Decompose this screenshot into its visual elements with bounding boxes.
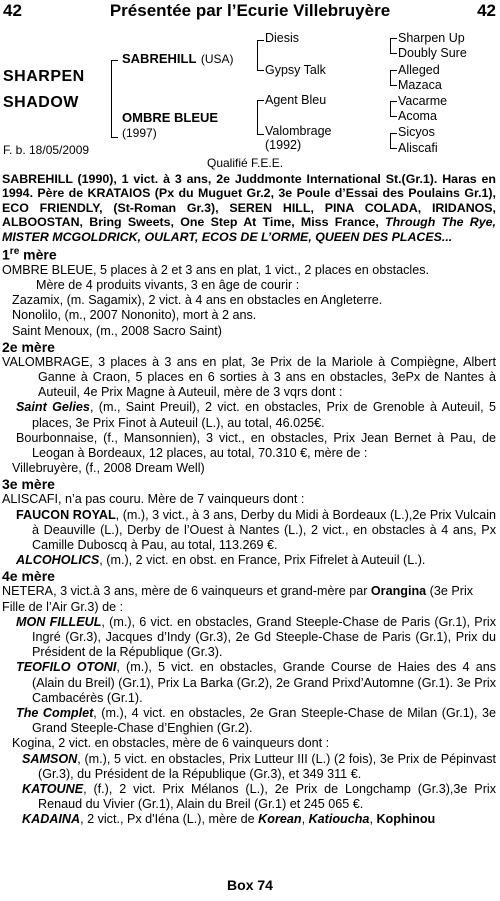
pedigree-bracket-1 (111, 60, 118, 138)
great-grandsire-6: Acoma (398, 109, 437, 123)
great-grandsire-5: Vacarme (398, 94, 448, 108)
fourth-dam-text-1a: NETERA, 3 vict.à 3 ans, mère de 6 vainqueurs et grand-mère par (2, 584, 371, 599)
fourth-dam-name-1: Orangina (370, 584, 427, 599)
fourth-dam-offspring-korean: Korean (258, 812, 302, 827)
third-dam-rest-3: , (m.), 2 vict. en obst. en France, Prix Fifrelet à Auteuil (L.). (99, 553, 426, 568)
pedigree-bracket-2b (257, 100, 264, 135)
grandsire-1: Diesis (265, 31, 300, 45)
section-first-dam-num: 1 (2, 246, 10, 263)
first-dam-line-5: Saint Menoux, (m., 2008 Sacro Saint) (12, 323, 222, 338)
first-dam-line-4: Nonolilo, (m., 2007 Nononito), mort à 2 ans. (12, 308, 257, 323)
section-first-dam-word: mère (19, 246, 57, 263)
page-title: Présentée par l’Ecurie Villebruyère (109, 1, 391, 20)
third-dam-rest-2: , (m.), 3 vict., à 3 ans, Derby du Midi à Bordeaux (L.),2e Prix Vulcain à Deauville (L.), Derby de l’Ouest à Nantes (L.), 2 vict., en obstacles à 4 ans, Px Camille Duboscq à Pau, au total, 113.269 €. (32, 507, 496, 552)
dam-year: (1997) (122, 126, 157, 140)
fourth-dam-line-6 (2, 752, 496, 782)
pedigree-bracket-3c (390, 101, 397, 117)
great-grandsire-3: Alleged (398, 63, 440, 77)
great-grandsire-2: Doubly Sure (398, 46, 467, 60)
fourth-dam-sep-1: , (301, 812, 309, 827)
lot-number-right: 42 (477, 1, 496, 20)
great-grandsire-1: Sharpen Up (398, 31, 465, 45)
second-dam-rest-2: , (m., Saint Preuil), 2 vict. en obstacles, Prix de Grenoble à Auteuil, 5 places, 3e Prix Finot à Auteuil (L.), au total, 46.025€. (32, 400, 496, 430)
sire-country: (USA) (200, 52, 234, 66)
fourth-dam-line-7 (2, 782, 496, 812)
fourth-dam-text-1b: (3e Prix Fille de l’Air Gr.3) de : (2, 584, 474, 614)
fourth-dam-sep-2: , (369, 812, 377, 827)
fourth-dam-name-4: The Complet (16, 705, 94, 720)
horse-name-line1: SHARPEN (3, 68, 85, 85)
first-dam-line-3: Zazamix, (m. Sagamix), 2 vict. à 4 ans en obstacles en Angleterre. (12, 293, 383, 308)
grandsire-4-year: (1992) (265, 138, 302, 152)
fourth-dam-name-7: KATOUNE (22, 781, 84, 796)
fourth-dam-name-3: TEOFILO OTONI (16, 660, 117, 675)
fourth-dam-rest-4: , (m.), 4 vict. en obstacles, 2e Gran Steeple-Chase de Milan (Gr.1), 3e Grand Steeple-Chase d’Enghien (Gr.2). (32, 705, 497, 736)
sire-description-italic: Through The Rye, MISTER MCGOLDRICK, OULART, ECOS DE L’ORME, QUEEN DES PLACES... (2, 215, 496, 244)
second-dam-line-3: Bourbonnaise, (f., Mansonnien), 3 vict., en obstacles, Prix Jean Bernet à Pau, de Leogan à Bordeaux, 12 places, au total, 70.310 €, mère de : (16, 430, 496, 460)
dam-name: OMBRE BLEUE (122, 110, 219, 125)
sire-description-text: SABREHILL (1990), 1 vict. à 3 ans, 2e Juddmonte International St.(Gr.1). Haras en 1994. Père de KRATAIOS (Px du Muguet Gr.2, 3e Poule d’Essai des Poulains Gr.1), ECO FRIENDLY, (St-Roman Gr.3), SEREN HILL, PINA COLADA, IRIDANOS, ALBOOSTAN, Bring Sweets, One Step At Time, Miss France, (2, 172, 496, 230)
birth-info: F. b. 18/05/2009 (3, 143, 90, 157)
horse-name-line2: SHADOW (3, 94, 79, 111)
third-dam-line-2 (2, 508, 496, 554)
pedigree-notes (2, 172, 496, 828)
section-third-dam: 3e mère (2, 476, 55, 493)
section-fourth-dam: 4e mère (2, 568, 55, 585)
fourth-dam-name-2: MON FILLEUL (16, 614, 102, 629)
fourth-dam-rest-3: , (m.), 5 vict. en obstacles, Grande Course de Haies des 4 ans (Alain du Breil) (Gr.1), Prix La Barka (Gr.2), 2e Grand Prixd’Automne (Gr.1). 3e Prix Cambacérès (Gr.1). (32, 660, 497, 705)
box-number: Box 74 (227, 877, 273, 893)
sire-description (2, 172, 496, 244)
second-dam-line-2 (2, 400, 496, 430)
great-grandsire-4: Mazaca (398, 78, 442, 92)
sire-block (122, 50, 234, 68)
grandsire-3: Agent Bleu (265, 93, 327, 107)
first-dam-line-1: OMBRE BLEUE, 5 places à 2 et 3 ans en plat, 1 vict., 2 places en obstacles. (2, 262, 430, 277)
grandsire-4: Valombrage (265, 124, 332, 138)
section-second-dam: 2e mère (2, 338, 55, 355)
fourth-dam-offspring-katioucha: Katioucha (308, 812, 370, 827)
fourth-dam-name-6: SAMSON (22, 751, 78, 766)
great-grandsire-8: Aliscafi (398, 141, 438, 155)
fourth-dam-line-5: Kogina, 2 vict. en obstacles, mère de 6 vainqueurs dont : (12, 736, 330, 751)
sire-name: SABREHILL (122, 51, 197, 66)
fourth-dam-name-8: KADAINA (22, 812, 81, 827)
pedigree-bracket-3b (390, 70, 397, 86)
section-first-dam-sup: re (9, 246, 20, 258)
fourth-dam-rest-2: , (m.), 6 vict. en obstacles, Grand Steeple-Chase de Paris (Gr.1), Prix Ingré (Gr.3), Jacques d’Indy (Gr.3), 2e Gd Steeple-Chase de Paris (Gr.1), Prix du Président de la République (Gr.3). (32, 614, 496, 660)
second-dam-name-2: Saint Gelies (16, 400, 90, 415)
third-dam-line-3 (2, 553, 496, 568)
fourth-dam-line-4 (2, 706, 496, 736)
qualification: Qualifié F.E.E. (207, 156, 284, 170)
fourth-dam-line-2 (2, 615, 496, 661)
fourth-dam-line-8 (2, 812, 496, 827)
first-dam-line-2: Mère de 4 produits vivants, 3 en âge de courir : (36, 277, 300, 292)
third-dam-line-1: ALISCAFI, n’a pas couru. Mère de 7 vainqueurs dont : (2, 492, 305, 507)
fourth-dam-offspring-kophinou: Kophinou (376, 812, 436, 827)
pedigree-bracket-3a (390, 38, 397, 54)
third-dam-name-3: ALCOHOLICS (16, 553, 100, 568)
lot-number-left: 42 (3, 1, 22, 20)
pedigree-bracket-2a (257, 40, 264, 71)
third-dam-name-2: FAUCON ROYAL (16, 507, 116, 522)
fourth-dam-rest-8: , 2 vict., Px d'Iéna (L.), mère de (80, 812, 259, 827)
second-dam-line-4: Villebruyère, (f., 2008 Dream Well) (12, 461, 205, 476)
great-grandsire-7: Sicyos (398, 125, 435, 139)
page-header (0, 0, 500, 24)
second-dam-line-1: VALOMBRAGE, 3 places à 3 ans en plat, 3e Prix de la Mariole à Compiègne, Albert Ganne à Craon, 5 places en 6 sorties à 3 ans en obstacles, 3ePx de Nantes à Auteuil, 4e Prix Magne à Auteuil, mère de 3 vqrs dont : (2, 354, 496, 400)
pedigree-bracket-3d (390, 133, 397, 149)
fourth-dam-line-3 (2, 660, 496, 706)
fourth-dam-rest-6: , (m.), 5 vict. en obstacles, Prix Lutteur III (L.) (2 fois), 3e Prix de Pépinvast (Gr.3), du Président de la République (Gr.3), et 349 311 €. (38, 751, 496, 781)
fourth-dam-line-1 (2, 584, 496, 614)
grandsire-2: Gypsy Talk (265, 63, 326, 77)
section-first-dam (2, 244, 496, 263)
fourth-dam-rest-7: , (f.), 2 vict. Prix Mélanos (L.), 2e Prix de Longchamp (Gr.3),3e Prix Renaud du Vivier (Gr.1), Alain du Breil (Gr.1) et 245 065 €. (38, 781, 496, 812)
